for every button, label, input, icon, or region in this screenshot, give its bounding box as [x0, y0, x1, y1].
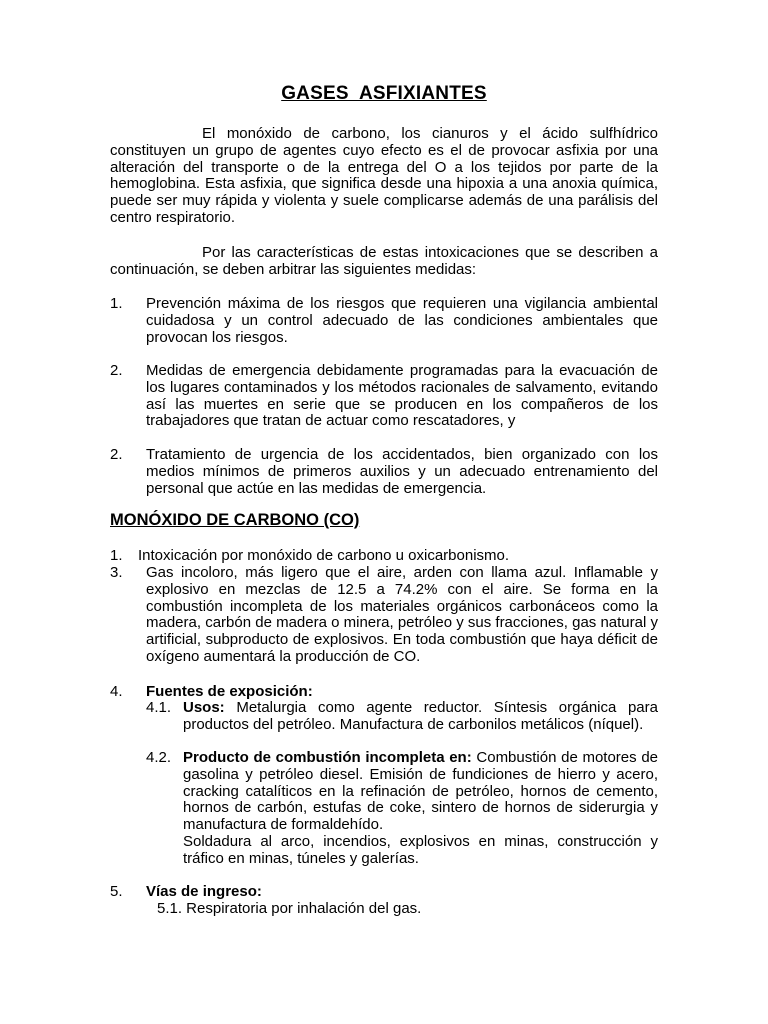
measure-text: Medidas de emergencia debidamente programadas para la evacuación de los lugares contaminados y los métodos racionales de salvamento, evitando así las muertes en serie que se producen en los compañeros de los trabajadores que tratan de actuar como rescatadores, y: [146, 362, 658, 430]
co-subitem-5-1: 5.1. Respiratoria por inhalación del gas.: [157, 900, 422, 917]
incomplete-combustion-label: Producto de combustión incompleta en:: [183, 749, 472, 766]
entry-routes-heading: Vías de ingreso:: [146, 883, 262, 900]
subitem-number: 4.1.: [146, 699, 172, 716]
intro-paragraph-1: El monóxido de carbono, los cianuros y el ácido sulfhídrico constituyen un grupo de agentes cuyo efecto es el de provocar asfixia por una alteración del transporte o de la entrega del O a los tejidos por parte de la hemoglobina. Esta asfixia, que significa desde una hipoxia a una anoxia química, puede ser muy rápida y violenta y suele complicarse además de una parálisis del centro respiratorio.: [110, 125, 658, 226]
co-item-5: [110, 884, 658, 901]
measure-item-1: [110, 296, 658, 346]
co-item-text: Intoxicación por monóxido de carbono u oxicarbonismo.: [138, 547, 510, 564]
section-heading-co: MONÓXIDO DE CARBONO (CO): [110, 511, 360, 529]
co-item-number: 5.: [110, 883, 123, 900]
co-subitem-4-2: [146, 750, 658, 868]
measure-number: 1.: [110, 295, 123, 312]
co-item-number: 3.: [110, 564, 123, 581]
measure-number: 2.: [110, 446, 123, 463]
co-item-number: 4.: [110, 683, 123, 700]
co-item-text: Gas incoloro, más ligero que el aire, arden con llama azul. Inflamable y explosivo en mezclas de 12.5 a 74.2% con el aire. Se forma en la combustión incompleta de los materiales orgánicos carbonáceos como la madera, carbón de madera o minera, petróleo y sus fracciones, gas natural y artificial, subproducto de explosivos. En toda combustión que haya déficit de oxígeno aumentará la producción de CO.: [146, 564, 658, 665]
incomplete-combustion-text: Combustión de motores de gasolina y petróleo diesel. Emisión de fundiciones de hierro y acero, cracking catalíticos en la refinación de petróleo, hornos de cemento, hornos de carbón, estufas de coke, sintero de hornos de siderurgia y manufactura de formaldehído.: [183, 749, 659, 834]
uses-text: Metalurgia como agente reductor. Síntesis orgánica para productos del petróleo. Manufactura de carbonilos metálicos (níquel).: [183, 699, 658, 733]
measure-text: Tratamiento de urgencia de los accidentados, bien organizado con los medios mínimos de primeros auxilios y un adecuado entrenamiento del personal que actúe en las medidas de emergencia.: [146, 446, 658, 497]
page-title: GASES ASFIXIANTES: [281, 83, 487, 104]
co-subitem-4-1: [146, 700, 658, 734]
intro-paragraph-2: Por las características de estas intoxicaciones que se describen a continuación, se deben arbitrar las siguientes medidas:: [110, 244, 658, 278]
measure-item-2: [110, 363, 658, 430]
exposure-sources-heading: Fuentes de exposición:: [146, 683, 313, 700]
co-item-1: [110, 548, 658, 565]
measure-text: Prevención máxima de los riesgos que requieren una vigilancia ambiental cuidadosa y un control adecuado de las condiciones ambientales que provocan los riesgos.: [146, 295, 658, 346]
measure-number: 2.: [110, 362, 123, 379]
co-item-3: [110, 565, 658, 666]
incomplete-combustion-text-2: Soldadura al arco, incendios, explosivos en minas, construcción y tráfico en minas, túneles y galerías.: [183, 832, 658, 867]
measure-item-3: [110, 447, 658, 497]
subitem-number: 4.2.: [146, 749, 172, 766]
co-item-number: 1.: [110, 547, 123, 564]
uses-label: Usos:: [183, 699, 225, 716]
